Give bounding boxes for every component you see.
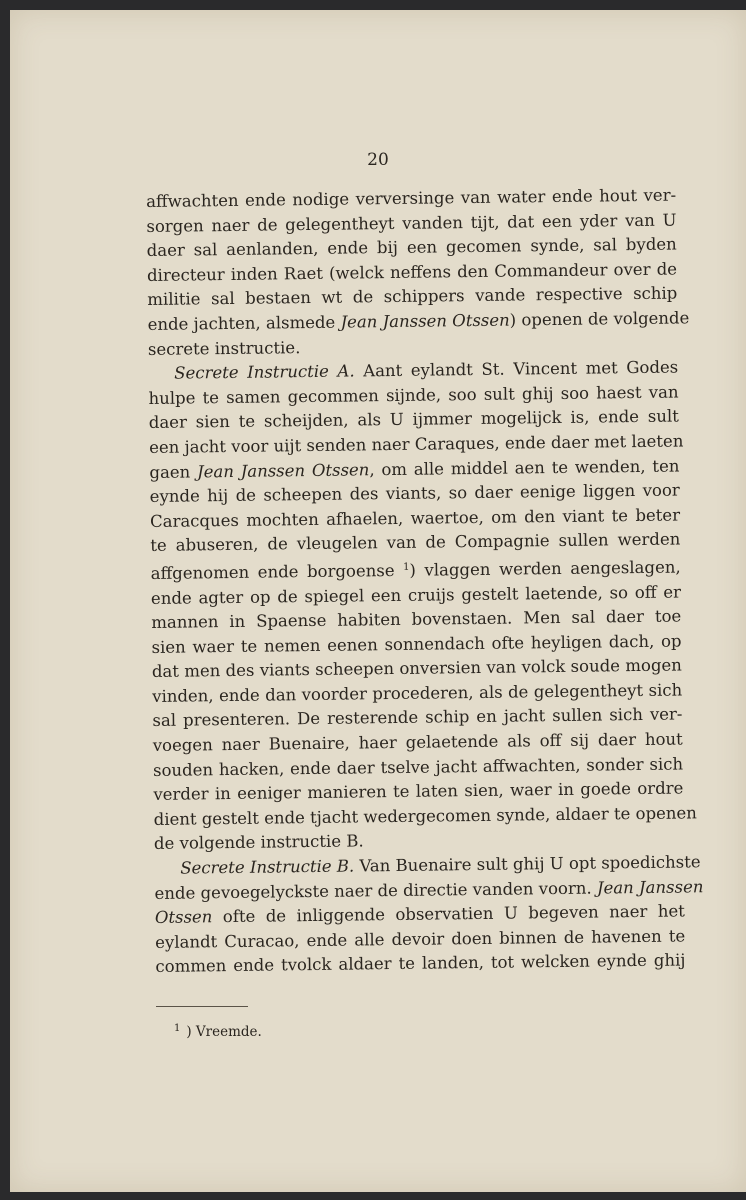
- italic-name: Jean Janssen Otssen: [196, 459, 370, 481]
- text-line: daer sal aenlanden, ende bij een gecomen synde, sal byden: [146, 234, 677, 261]
- text-line: eynde hij de scheepen des viants, so daer eenige liggen voor: [149, 480, 680, 507]
- text-line: te abuseren, de vleugelen van de Compagnie sullen werden: [150, 529, 681, 556]
- text-line: commen ende tvolck aldaer te landen, tot welcken eynde ghij: [155, 950, 686, 977]
- text-line: directeur inden Raet (welck neffens den Commandeur over de: [146, 259, 678, 285]
- text-line: affgenomen ende borgoense $^1$) vlaggen werden aengeslagen,: [150, 557, 681, 583]
- text-line: vinden, ende dan voorder procederen, als de gelegentheyt sich: [152, 680, 683, 706]
- text-line: dat men des viants scheepen onversien van volck soude mogen: [151, 655, 682, 682]
- text-line: daer sien te scheijden, als U ijmmer mogelijck is, ende sult: [148, 406, 679, 433]
- section-heading: Secrete Instructie B.: [180, 856, 355, 878]
- text-line: affwachten ende nodige verversinge van water ende hout ver-: [146, 185, 677, 211]
- text-line: eylandt Curacao, ende alle devoir doen binnen de havenen te: [155, 926, 686, 952]
- text-line: ende agter op de spiegel een cruijs gestelt laetende, so off er: [150, 581, 682, 608]
- text-line: ende gevoegelyckste naer de directie vanden voorn. Jean Janssen: [154, 876, 704, 903]
- document-page: [10, 10, 746, 1192]
- text-line: verder in eeniger manieren te laten sien, waer in goede ordre: [153, 778, 684, 805]
- page-number: 20: [367, 150, 389, 170]
- text-line: ende jachten, alsmede Jean Janssen Otssen) openen de volgende: [147, 308, 690, 334]
- text-line: de volgende instructie B.: [153, 831, 364, 854]
- footnote-mark: 1: [174, 1023, 181, 1034]
- italic-name: Jean Janssen Otssen: [340, 310, 510, 332]
- text-line: gaen Jean Janssen Otssen, om alle middel aen te wenden, ten: [149, 456, 680, 482]
- text-line: militie sal bestaen wt de schippers vande respective schip: [147, 283, 678, 310]
- text-line: sorgen naer de gelegentheyt vanden tijt, dat een yder van U: [146, 210, 677, 236]
- text-line: Caracques mochten afhaelen, waertoe, om den viant te beter: [149, 505, 681, 531]
- text-line: Secrete Instructie B. Van Buenaire sult ghij U opt spoedichste: [180, 852, 701, 878]
- italic-name: Jean Janssen: [596, 876, 704, 898]
- footnote: [174, 1023, 262, 1040]
- text-line: Secrete Instructie A. Aant eylandt St. Vincent met Godes: [174, 357, 679, 383]
- text-line: hulpe te samen gecommen sijnde, soo sult ghij soo haest van: [148, 382, 679, 408]
- text-line: een jacht voor uijt senden naer Caraques, ende daer met laeten: [149, 431, 684, 457]
- text-line: souden hacken, ende daer tselve jacht affwachten, sonder sich: [152, 754, 684, 780]
- footnote-text: ) Vreemde.: [186, 1024, 262, 1040]
- text-line: Otssen ofte de inliggende observatien U begeven naer het: [154, 901, 685, 928]
- section-heading: Secrete Instructie A.: [174, 361, 355, 383]
- footnote-divider: [156, 1006, 248, 1007]
- body-text: [146, 184, 704, 980]
- text-line: dient gestelt ende tjacht wedergecomen synde, aldaer te openen: [153, 803, 697, 829]
- text-line: sal presenteren. De resterende schip en jacht sullen sich ver-: [152, 704, 683, 731]
- text-line: secrete instructie.: [147, 337, 301, 359]
- footnote-reference: 1: [402, 561, 410, 573]
- text-line: sien waer te nemen eenen sonnendach ofte heyligen dach, op: [151, 631, 682, 657]
- text-line: voegen naer Buenaire, haer gelaetende als off sij daer hout: [152, 729, 683, 756]
- italic-name: Otssen: [154, 907, 213, 928]
- text-line: mannen in Spaense habiten bovenstaen. Men sal daer toe: [151, 606, 682, 633]
